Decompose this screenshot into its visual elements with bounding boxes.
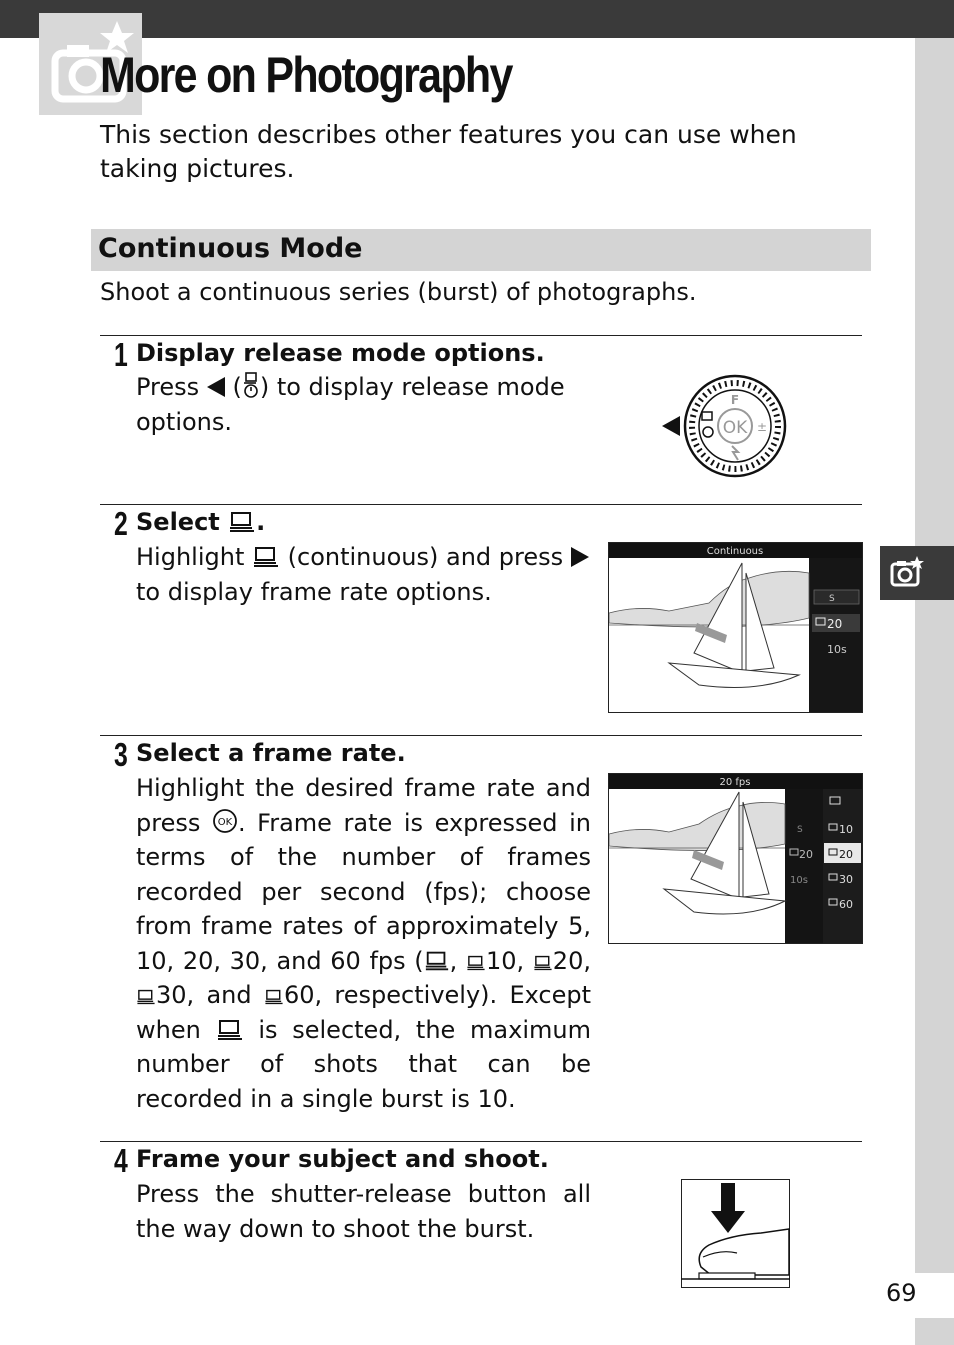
left-arrow-icon [207, 377, 225, 397]
page-number: 69 [886, 1279, 917, 1307]
menu-single: S [829, 594, 835, 604]
menu-continuous: 20 [799, 848, 813, 861]
rate-10: 10 [839, 823, 853, 836]
body-text: Highlight the desired frame rate and press [136, 774, 591, 837]
step-body: Press the shutter-release button all the way down to shoot the burst. [136, 1180, 591, 1243]
body-text: to display frame rate options. [136, 577, 492, 606]
body-text: (continuous) and press [287, 543, 564, 571]
continuous-icon [136, 988, 156, 1006]
continuous-icon [424, 950, 450, 972]
continuous-icon [533, 954, 553, 972]
menu-self-timer: 10s [827, 643, 847, 656]
step-title [136, 506, 265, 538]
section-header [91, 229, 871, 271]
top-bar [0, 0, 954, 38]
frame-rate-10: 10, [485, 946, 525, 975]
body-text: , respectively). Except when [136, 981, 591, 1044]
multi-selector-diagram [660, 372, 790, 482]
step-divider [100, 504, 862, 505]
step-number: 3 [114, 736, 128, 773]
menu-continuous: 20 [827, 617, 843, 631]
screen-header: 20 fps [719, 777, 751, 788]
step-divider [100, 335, 862, 336]
left-arrow-icon [662, 416, 680, 436]
section-description: Shoot a continuous series (burst) of photographs. [100, 278, 697, 306]
frame-rate-60: 60 [283, 981, 315, 1009]
release-mode-icon [242, 372, 260, 398]
right-arrow-icon [571, 547, 589, 567]
continuous-icon [252, 546, 280, 568]
shutter-press-illustration [681, 1179, 790, 1288]
step-title: Frame your subject and shoot. [136, 1145, 549, 1173]
camera-screen-continuous [608, 542, 863, 713]
screen-header: Continuous [706, 546, 764, 557]
menu-single: S [797, 825, 803, 835]
chapter-tab [880, 546, 954, 600]
body-text: , [449, 946, 458, 975]
ok-button-icon [212, 808, 238, 834]
step-divider [100, 735, 862, 736]
svg-text:OK: OK [217, 816, 233, 828]
exposure-label: ± [756, 420, 768, 434]
section-title: Continuous Mode [98, 233, 363, 264]
step-body [136, 771, 591, 1116]
body-text: ( [232, 373, 242, 401]
frame-rate-20: 20, [552, 946, 591, 975]
step-number: 2 [114, 505, 128, 542]
body-text: Highlight [136, 543, 245, 571]
continuous-icon [228, 511, 256, 533]
continuous-icon [216, 1019, 244, 1041]
body-text: . Frame rate is expressed in terms of the number of frames recorded per second (fps); choose from frame rates of approximately 5, 10, 20, 30, and 60 fps ( [136, 808, 591, 975]
flash-label: F [730, 393, 740, 407]
body-text: , and [186, 981, 252, 1009]
step-divider [100, 1141, 862, 1142]
page-title: More on Photography [100, 47, 512, 103]
menu-self-timer: 10s [790, 875, 808, 886]
right-edge-bar [915, 38, 954, 1273]
step-number: 1 [114, 336, 128, 373]
camera-star-icon [890, 555, 924, 589]
step-body [136, 540, 601, 609]
intro-text: This section describes other features you can use when taking pictures. [100, 120, 797, 183]
camera-screen-frame-rate [608, 773, 863, 944]
rate-60: 60 [839, 898, 853, 911]
body-text: ) to display release mode options. [136, 373, 565, 436]
rate-20-selected: 20 [839, 848, 853, 861]
frame-rate-30: 30 [156, 981, 187, 1009]
body-text: Press [136, 373, 200, 401]
step-title-text: Select [136, 508, 220, 536]
continuous-icon [264, 988, 284, 1006]
step-number: 4 [114, 1142, 128, 1179]
right-edge-bar-bottom [915, 1318, 954, 1345]
ok-label: OK [722, 418, 748, 438]
step-title: Display release mode options. [136, 339, 545, 367]
body-text: is selected, the maximum number of shots that can be recorded in a single burst is 10. [136, 1015, 591, 1113]
step-title-text: . [256, 508, 266, 536]
continuous-icon [466, 954, 486, 972]
rate-30: 30 [839, 873, 853, 886]
step-body [136, 370, 596, 439]
step-title: Select a frame rate. [136, 739, 406, 767]
